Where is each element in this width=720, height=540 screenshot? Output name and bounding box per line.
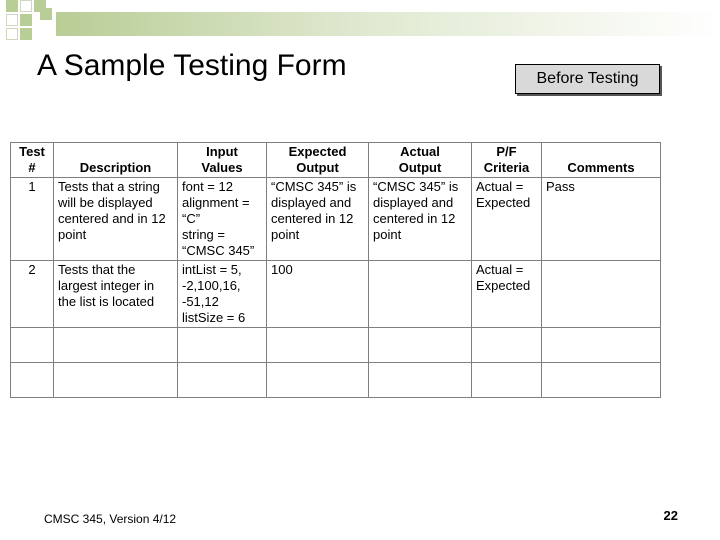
cell-expected-output: 100 bbox=[267, 261, 369, 328]
cell-actual-output: “CMSC 345” is displayed and centered in 12 point bbox=[369, 178, 472, 261]
cell-description: Tests that a string will be displayed centered and in 12 point bbox=[54, 178, 178, 261]
cell-expected-output bbox=[267, 363, 369, 398]
deco-square bbox=[6, 28, 18, 40]
deco-square bbox=[20, 28, 32, 40]
deco-square bbox=[6, 0, 18, 12]
deco-square bbox=[20, 0, 32, 12]
table-row bbox=[11, 328, 661, 363]
cell-comments bbox=[542, 363, 661, 398]
cell-description bbox=[54, 328, 178, 363]
deco-square bbox=[6, 14, 18, 26]
table-row bbox=[11, 363, 661, 398]
cell-description bbox=[54, 363, 178, 398]
header-actual-output: Actual Output bbox=[369, 143, 472, 178]
cell-actual-output bbox=[369, 328, 472, 363]
cell-input-values: intList = 5, -2,100,16, -51,12 listSize = 6 bbox=[178, 261, 267, 328]
cell-pf-criteria bbox=[472, 363, 542, 398]
cell-comments: Pass bbox=[542, 178, 661, 261]
cell-pf-criteria bbox=[472, 328, 542, 363]
table-row bbox=[11, 261, 661, 328]
header-description: Description bbox=[54, 143, 178, 178]
header-expected-output: Expected Output bbox=[267, 143, 369, 178]
header-comments: Comments bbox=[542, 143, 661, 178]
header-pf-criteria: P/F Criteria bbox=[472, 143, 542, 178]
slide-title: A Sample Testing Form bbox=[37, 49, 347, 82]
cell-expected-output bbox=[267, 328, 369, 363]
table-header-row bbox=[11, 143, 661, 178]
cell-actual-output bbox=[369, 261, 472, 328]
cell-comments bbox=[542, 328, 661, 363]
cell-pf-criteria: Actual = Expected bbox=[472, 261, 542, 328]
cell-expected-output: “CMSC 345” is displayed and centered in 12 point bbox=[267, 178, 369, 261]
cell-actual-output bbox=[369, 363, 472, 398]
slide-footer: CMSC 345, Version 4/12 bbox=[44, 512, 177, 526]
header-test-number: Test # bbox=[11, 143, 54, 178]
cell-test-number: 2 bbox=[11, 261, 54, 328]
cell-test-number bbox=[11, 363, 54, 398]
cell-test-number bbox=[11, 328, 54, 363]
deco-square bbox=[20, 14, 32, 26]
cell-pf-criteria: Actual = Expected bbox=[472, 178, 542, 261]
cell-comments bbox=[542, 261, 661, 328]
table-row bbox=[11, 178, 661, 261]
cell-input-values bbox=[178, 328, 267, 363]
cell-test-number: 1 bbox=[11, 178, 54, 261]
header-input-values: Input Values bbox=[178, 143, 267, 178]
testing-form-table bbox=[10, 142, 661, 398]
cell-input-values bbox=[178, 363, 267, 398]
cell-input-values: font = 12 alignment = “C” string = “CMSC 345” bbox=[178, 178, 267, 261]
deco-square bbox=[40, 8, 52, 20]
status-badge: Before Testing bbox=[515, 64, 660, 94]
cell-description: Tests that the largest integer in the list is located bbox=[54, 261, 178, 328]
page-number: 22 bbox=[663, 508, 678, 523]
header-gradient-bar bbox=[56, 12, 720, 36]
